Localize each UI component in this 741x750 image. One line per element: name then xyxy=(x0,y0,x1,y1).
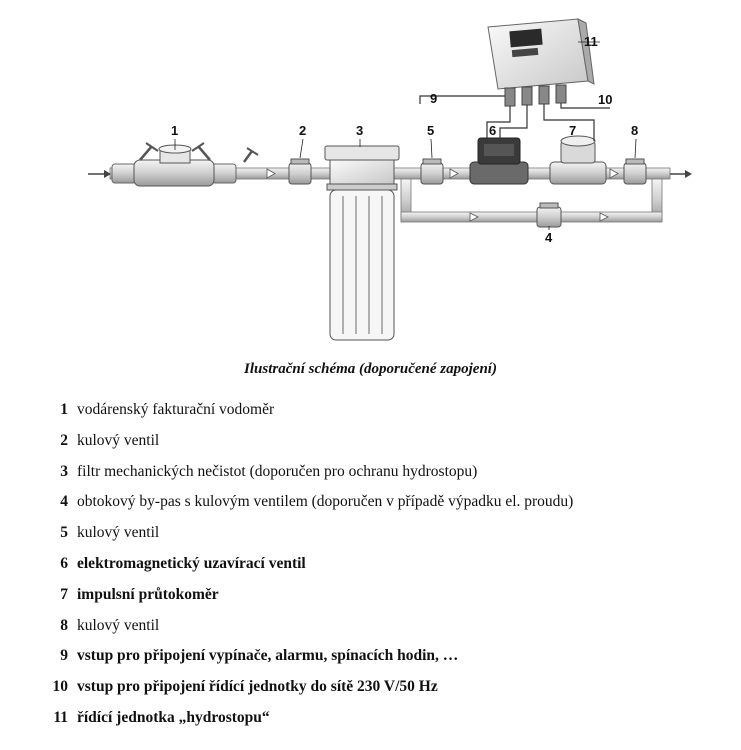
legend-text: vstup pro připojení řídící jednotky do sítě 230 V/50 Hz xyxy=(77,678,438,696)
legend-text: vodárenský fakturační vodoměr xyxy=(77,401,275,418)
legend-number: 5 xyxy=(60,524,68,542)
legend-item-9 xyxy=(40,645,573,676)
legend-number: 9 xyxy=(60,647,68,665)
legend-item-7 xyxy=(40,584,573,615)
impulse-flow-meter xyxy=(550,136,606,184)
legend-number: 6 xyxy=(60,554,68,572)
legend-item-11 xyxy=(40,707,573,738)
legend-text: elektromagnetický uzavírací ventil xyxy=(77,554,306,572)
inlet-arrow-icon xyxy=(88,170,111,178)
legend-item-4 xyxy=(40,491,573,522)
callout-5: 5 xyxy=(427,123,435,138)
ball-valve-4 xyxy=(537,203,561,227)
legend-text: obtokový by-pas s kulovým ventilem (doporučen v případě výpadku el. proudu) xyxy=(77,493,574,511)
bypass-loop xyxy=(401,179,662,222)
legend-item-5 xyxy=(40,522,573,553)
legend-text: kulový ventil xyxy=(77,431,160,449)
outlet-arrow-icon xyxy=(670,170,692,178)
callout-10: 10 xyxy=(598,92,613,107)
water-meter xyxy=(112,143,258,186)
legend-number: 4 xyxy=(60,493,68,511)
callout-2: 2 xyxy=(299,123,307,138)
legend-number: 8 xyxy=(60,616,68,634)
ball-valve-2 xyxy=(289,159,311,184)
callout-1: 1 xyxy=(171,123,179,138)
callout-3: 3 xyxy=(356,123,364,138)
legend-item-10 xyxy=(40,676,573,707)
piping-diagram xyxy=(0,0,741,355)
legend-list xyxy=(40,399,573,738)
legend-item-1 xyxy=(40,399,573,430)
callout-8: 8 xyxy=(631,123,639,138)
legend-number: 2 xyxy=(60,431,68,449)
solenoid-valve xyxy=(470,138,528,184)
callout-9: 9 xyxy=(430,91,438,106)
legend-number: 11 xyxy=(53,708,68,726)
legend-text: kulový ventil xyxy=(77,524,160,542)
legend-text: impulsní průtokoměr xyxy=(77,585,219,603)
legend-text: vstup pro připojení vypínače, alarmu, spínacích hodin, … xyxy=(77,647,459,665)
legend-number: 10 xyxy=(52,678,68,696)
callout-7: 7 xyxy=(569,123,577,138)
legend-item-3 xyxy=(40,461,573,492)
diagram-caption: Ilustrační schéma (doporučené zapojení) xyxy=(244,361,497,377)
legend-text: kulový ventil xyxy=(77,616,160,634)
legend-number: 7 xyxy=(60,585,68,603)
legend-item-8 xyxy=(40,615,573,646)
legend-item-6 xyxy=(40,553,573,584)
legend-text: filtr mechanických nečistot (doporučen pro ochranu hydrostopu) xyxy=(77,462,478,480)
legend-number: 1 xyxy=(60,401,68,418)
legend-number: 3 xyxy=(60,462,68,480)
ball-valve-8 xyxy=(624,159,646,184)
mechanical-filter xyxy=(325,146,399,340)
callout-6: 6 xyxy=(489,123,497,138)
legend-text: řídící jednotka „hydrostopu“ xyxy=(77,708,270,726)
legend-item-2 xyxy=(40,430,573,461)
callout-4: 4 xyxy=(545,230,553,245)
control-unit xyxy=(488,19,594,106)
callout-11: 11 xyxy=(584,34,598,49)
ball-valve-5 xyxy=(421,159,443,184)
